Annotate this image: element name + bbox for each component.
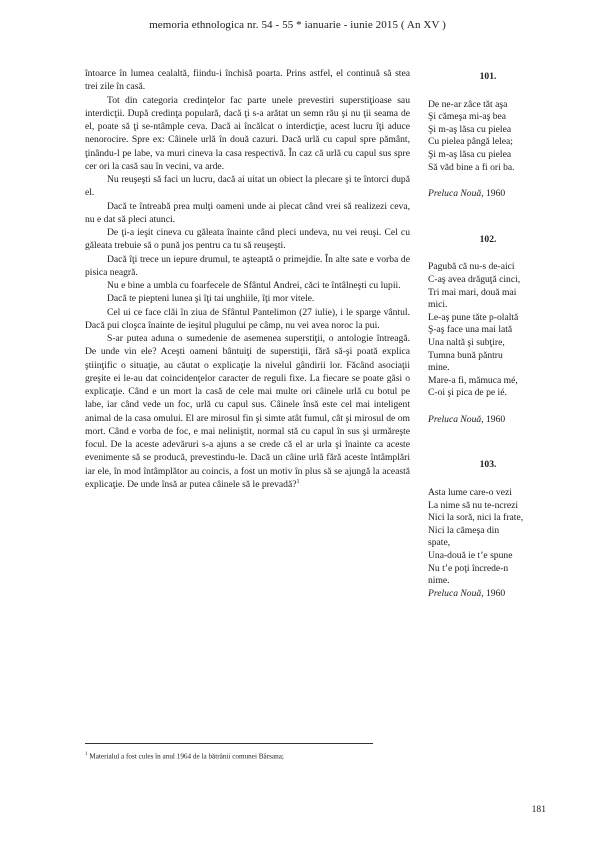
poem-101 bbox=[428, 71, 548, 201]
paragraph: Cel ui ce face clăi în ziua de Sfântul Pantelimon (27 iulie), i le sparge vântul. Dacă pui cloşca înainte de ieşitul plugului pe câmp, nu vei avea noroc la pui. bbox=[85, 306, 410, 331]
poem-source-year: , 1960 bbox=[481, 188, 506, 200]
poem-number: 103. bbox=[479, 459, 497, 471]
poem-line: De ne-ar zâce tăt aşa bbox=[428, 98, 508, 110]
footnote-marker: 1 bbox=[85, 752, 88, 757]
poem-line: Tri mai mari, două mai bbox=[428, 286, 517, 298]
poem-lines bbox=[428, 99, 548, 175]
poem-line: Tumna bună păntru bbox=[428, 349, 503, 361]
poem-line: mici. bbox=[428, 299, 448, 311]
poem-line: Nici la soră, nici la frate, bbox=[428, 512, 524, 524]
poem-line: La nime să nu te-ncrezi bbox=[428, 499, 519, 511]
poems-column bbox=[428, 67, 548, 600]
footnote-ref: 1 bbox=[296, 478, 300, 485]
poem-source-year: , 1960 bbox=[481, 413, 506, 425]
poem-number: 101. bbox=[479, 71, 497, 82]
paragraph: Dacă te întreabă prea mulţi oameni unde ai plecat când vrei să realizezi ceva, nu e dat să pleci atunci. bbox=[85, 200, 410, 225]
paragraph-text: S-ar putea aduna o sumedenie de asemenea superstiţii, o antologie întreagă. De unde vin ele? Aceşti oameni bântuiţi de superstiţii, fără să-şi poată explica ştiinţific o situaţie, au căutat o explicaţie la nivelul gândirii lor. Făcând asociaţii greşite ei le-au dat coincidenţelor caracter de reguli fixe. La fiecare se poate găsi o explicaţie. Când e un mort la casă de cele mai multe ori câinele urlă cu botul pe labe, iar când vede un foc, urlă cu capul sus. Câinele însă este cel mai inteligent animal de la casa omului. El are mirosul fin şi simte atât fumul, cât şi mirosul de om mort. Când e vorba de foc, e mai neliniştit, normal stă cu capul în sus şi urmăreşte focul. De la aceste adevăruri s-a ajuns a se crede că el ar urla şi înainte ca aceste evenimente să se producă, prevestindu-le. Dacă un câine urlă fără aceste întâmplări iar ele, în mod întâmplător au coincis, a fost un motiv în plus să se ajungă la această explicaţie. De unde însă ar putea câinele să le prevadă? bbox=[85, 333, 410, 490]
main-text-column bbox=[85, 67, 410, 491]
poem-line: Şi m-aş lăsa cu pielea bbox=[428, 148, 512, 160]
paragraph bbox=[85, 332, 410, 491]
paragraph: întoarce în lumea cealaltă, fiindu-i închisă poarta. Prins astfel, el continuă să stea trei zile în casă. bbox=[85, 68, 410, 93]
poem-line: nime. bbox=[428, 575, 450, 587]
paragraph: De ţi-a ieşit cineva cu găleata înainte când pleci undeva, nu vei reuşi. Cel cu găleata trebuie să o pună jos pentru ca tu să reuşeşti. bbox=[85, 227, 410, 252]
footnote-text: Materialul a fost cules în anul 1964 de la bătrânii comunei Bârsana; bbox=[87, 752, 284, 761]
poem-line: Nici la cămeşa din bbox=[428, 524, 500, 536]
poem-line: Cu pielea pângă lelea; bbox=[428, 136, 513, 148]
poem-line: Asta lume care-o vezi bbox=[428, 487, 512, 499]
poem-line: Una naltă şi subţire, bbox=[428, 336, 505, 348]
poem-line: Le-aş pune tăte p-olaltă bbox=[428, 311, 519, 323]
poem-line: C-aş avea drăguţă cinci, bbox=[428, 273, 521, 285]
poem-line: Nu t’e poţi încrede-n bbox=[428, 562, 509, 574]
poem-line: Mare-a fi, mămuca mé, bbox=[428, 374, 518, 386]
poem-102 bbox=[428, 234, 548, 427]
poem-line: Pagubă că nu-s de-aici bbox=[428, 261, 515, 273]
paragraph: Dacă te piepteni lunea şi îţi tai unghiile, îţi mor vitele. bbox=[107, 293, 315, 305]
poem-line: Ş-aş face una mai lată bbox=[428, 324, 513, 336]
paragraph: Nu reuşeşti să faci un lucru, dacă ai uitat un obiect la plecare şi te întorci după el. bbox=[85, 174, 410, 199]
poem-source bbox=[428, 414, 548, 427]
poem-lines bbox=[428, 261, 548, 400]
poem-source-place: Preluca Nouă bbox=[428, 587, 482, 599]
poem-lines bbox=[428, 487, 548, 588]
poem-line: Şi cămeşa mi-aş bea bbox=[428, 111, 507, 123]
page-number: 181 bbox=[531, 804, 546, 815]
poem-line: Să văd bine a fi ori ba. bbox=[428, 161, 515, 173]
poem-source bbox=[428, 188, 548, 201]
footnote-divider bbox=[85, 743, 373, 744]
poem-line: Şi m-aş lăsa cu pielea bbox=[428, 123, 512, 135]
running-header: memoria ethnologica nr. 54 - 55 * ianuarie - iunie 2015 ( An XV ) bbox=[149, 19, 446, 31]
poem-source bbox=[428, 588, 548, 601]
poem-source-year: , 1960 bbox=[481, 587, 506, 599]
poem-103 bbox=[428, 459, 548, 600]
paragraph: Tot din categoria credinţelor fac parte unele prevestiri superstiţioase sau interdicţii. După credinţa populară, dacă ţi s-a arătat un semn rău şi nu ţii seama de el, poate să ţi se-ntâmple ceva. Dacă ai încălcat o interdicţie, acest lucru îţi aduce nenorocire. Spre ex: Câinele urlă în două cazuri. Dacă urlă cu capul spre pământ, ţinându-l pe labe, va muri cineva la casa respectivă. În caz că urlă cu capul sus spre cer ori la casă sau în vecini, va arde. bbox=[85, 94, 410, 172]
poem-line: Una-două ie t’e spune bbox=[428, 550, 513, 562]
poem-source-place: Preluca Nouă bbox=[428, 413, 482, 425]
poem-number: 102. bbox=[479, 233, 497, 245]
paragraph: Nu e bine a umbla cu foarfecele de Sfântul Andrei, căci te întâlneşti cu lupii. bbox=[107, 280, 401, 291]
footnote bbox=[85, 750, 505, 761]
poem-source-place: Preluca Nouă bbox=[428, 188, 482, 200]
poem-line: spate, bbox=[428, 537, 451, 549]
poem-line: C-oi şi pica de pe ié. bbox=[428, 387, 507, 399]
paragraph: Dacă îţi trece un iepure drumul, te aşteaptă o primejdie. În alte sate e vorba de pisica neagră. bbox=[85, 253, 410, 278]
poem-line: mine. bbox=[428, 362, 450, 374]
